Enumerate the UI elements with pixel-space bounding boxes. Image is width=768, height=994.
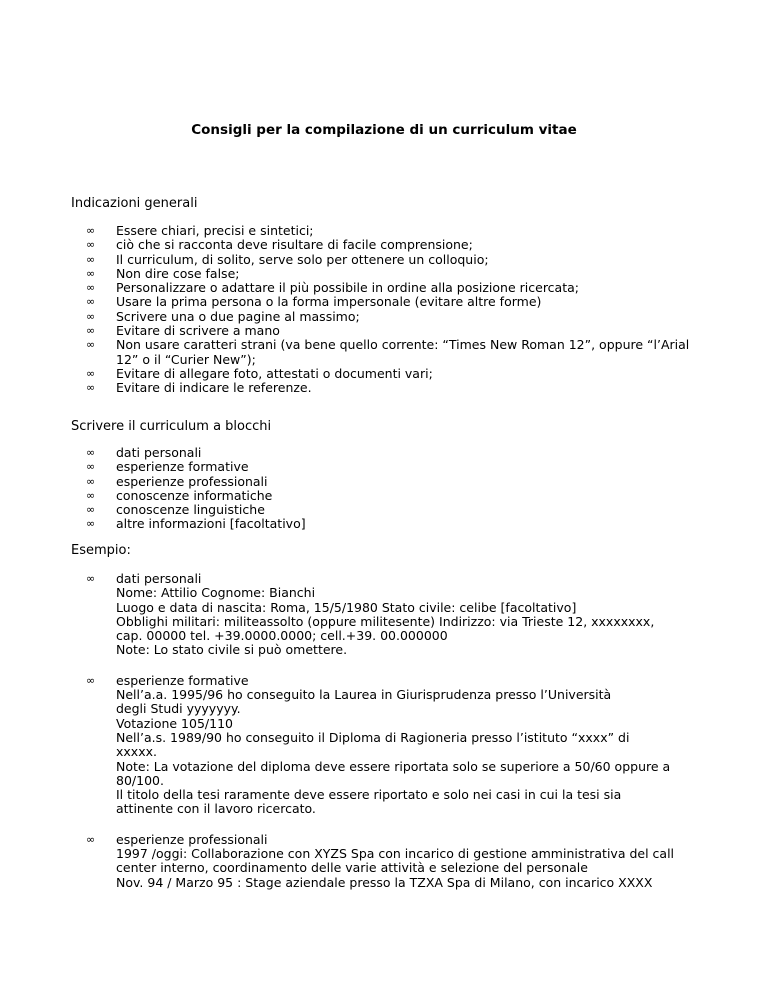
text-line: esperienze professionali (116, 831, 268, 847)
list-item: ∞ Evitare di indicare le referenze. (86, 380, 312, 396)
section-heading-blocks: Scrivere il curriculum a blocchi (71, 419, 272, 434)
infinity-bullet-icon: ∞ (86, 460, 96, 474)
text-line: esperienze formative (116, 672, 249, 688)
infinity-bullet-icon: ∞ (86, 446, 96, 459)
list-item: ∞ Non usare caratteri strani (va bene quello corrente: “Times New Roman 12”, oppure “l’Arial 12” o il “Curier New”); (86, 337, 690, 367)
section-heading-general: Indicazioni generali (71, 196, 198, 211)
infinity-bullet-icon: ∞ (86, 252, 96, 266)
infinity-bullet-icon: ∞ (86, 517, 96, 531)
section-heading-example: Esempio: (71, 543, 131, 558)
text-line: attinente con il lavoro ricercato. (116, 801, 316, 817)
text-line: dati personali (116, 571, 202, 586)
text-line: Votazione 105/110 (116, 715, 233, 731)
list-item: ∞ dati personali (86, 445, 202, 460)
list-item: ∞ ciò che si racconta deve risultare di facile comprensione; (86, 237, 473, 253)
text-line: degli Studi yyyyyyy. (116, 701, 241, 717)
infinity-bullet-icon: ∞ (86, 673, 96, 687)
list-item: ∞ conoscenze linguistiche (86, 502, 265, 518)
text-line: 80/100. (116, 772, 164, 788)
text-line: Il titolo della tesi raramente deve essere riportato e solo nei casi in cui la tesi sia (116, 787, 622, 803)
infinity-bullet-icon: ∞ (86, 503, 96, 517)
infinity-bullet-icon: ∞ (86, 381, 96, 395)
infinity-bullet-icon: ∞ (86, 309, 96, 323)
text-line: 1997 /oggi: Collaborazione con XYZS Spa con incarico di gestione amministrativa del call (116, 846, 675, 862)
list-item: ∞ Personalizzare o adattare il più possibile in ordine alla posizione ricercata; (86, 280, 579, 296)
list-item: ∞ Scrivere una o due pagine al massimo; (86, 308, 360, 324)
infinity-bullet-icon: ∞ (86, 295, 96, 309)
list-item: ∞ esperienze professionali (86, 473, 268, 489)
infinity-bullet-icon: ∞ (86, 324, 96, 338)
example-block-education (71, 674, 711, 817)
document-title: Consigli per la compilazione di un curriculum vitae (191, 122, 577, 138)
text-line: Nome: Attilio Cognome: Bianchi (116, 585, 316, 601)
example-list (71, 572, 711, 906)
blocks-list (71, 446, 711, 532)
list-item: ∞ Il curriculum, di solito, serve solo per ottenere un colloquio; (86, 251, 489, 267)
list-item: ∞ Evitare di scrivere a mano (86, 323, 280, 339)
text-line: Obblighi militari: militeassolto (oppure militesente) Indirizzo: via Trieste 12, xxxxxxxx, (116, 613, 655, 629)
text-line: Luogo e data di nascita: Roma, 15/5/1980 Stato civile: celibe [facoltativo] (116, 599, 577, 615)
general-list (71, 224, 711, 396)
text-line: Note: Lo stato civile si può omettere. (116, 642, 348, 658)
list-item: ∞ Essere chiari, precisi e sintetici; (86, 223, 314, 238)
text-line: Nov. 94 / Marzo 95 : Stage aziendale presso la TZXA Spa di Milano, con incarico XXXX (116, 874, 653, 890)
text-line: xxxxx. (116, 744, 157, 760)
list-item: ∞ esperienze formative (86, 459, 249, 475)
infinity-bullet-icon: ∞ (86, 238, 96, 252)
infinity-bullet-icon: ∞ (86, 266, 96, 280)
text-line: cap. 00000 tel. +39.0000.0000; cell.+39. 00.000000 (116, 628, 448, 644)
infinity-bullet-icon: ∞ (86, 488, 96, 502)
list-item: ∞ Usare la prima persona o la forma impersonale (evitare altre forme) (86, 294, 542, 310)
infinity-bullet-icon: ∞ (86, 572, 96, 585)
infinity-bullet-icon: ∞ (86, 832, 96, 846)
example-block-personal (71, 572, 711, 658)
text-line: Note: La votazione del diploma deve essere riportata solo se superiore a 50/60 oppure a (116, 758, 671, 774)
list-item: ∞ altre informazioni [facoltativo] (86, 516, 306, 532)
list-item: ∞ Non dire cose false; (86, 265, 240, 281)
text-line: center interno, coordinamento delle varie attività e selezione del personale (116, 860, 588, 876)
infinity-bullet-icon: ∞ (86, 338, 96, 352)
infinity-bullet-icon: ∞ (86, 474, 96, 488)
example-block-professional (71, 833, 711, 890)
infinity-bullet-icon: ∞ (86, 281, 96, 295)
infinity-bullet-icon: ∞ (86, 366, 96, 380)
list-item: ∞ Evitare di allegare foto, attestati o documenti vari; (86, 365, 433, 381)
list-item: ∞ conoscenze informatiche (86, 487, 273, 503)
infinity-bullet-icon: ∞ (86, 224, 96, 237)
text-line: Nell’a.s. 1989/90 ho conseguito il Diploma di Ragioneria presso l’istituto “xxxx” di (116, 729, 630, 745)
text-line: Nell’a.a. 1995/96 ho conseguito la Laurea in Giurisprudenza presso l’Università (116, 687, 612, 703)
